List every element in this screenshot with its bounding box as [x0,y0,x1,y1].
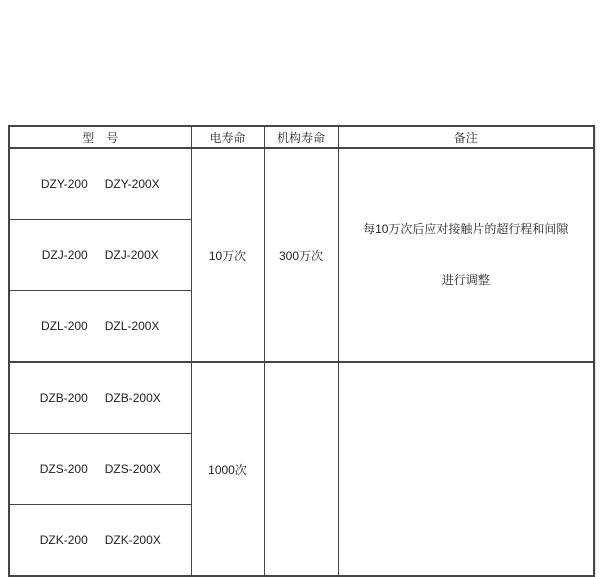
remark-line: 进行调整 [441,273,490,287]
spec-table [8,125,595,577]
spec-table-container [8,125,595,577]
model-number: DZK-200 [39,533,88,547]
model-number: DZL-200 [41,319,88,333]
model-cell [9,220,191,291]
remark-cell [338,362,594,576]
remark-cell [338,148,594,362]
model-number: DZS-200 [39,462,88,476]
model-number: DZL-200X [104,319,160,333]
table-row [9,148,594,220]
model-number: DZJ-200X [104,248,159,262]
model-cell [9,434,191,505]
mechanical-life-cell [264,362,338,576]
model-cell [9,148,191,220]
column-header-electrical-life: 电寿命 [191,126,264,148]
column-header-model: 型 号 [9,126,191,148]
model-number: DZS-200X [104,462,161,476]
model-number: DZY-200 [40,177,88,191]
model-number: DZJ-200 [41,248,88,262]
model-cell [9,505,191,577]
column-header-mechanical-life: 机构寿命 [264,126,338,148]
remark-line: 每10万次后应对接触片的超行程和间隙 [363,222,569,236]
electrical-life-cell: 10万次 [191,148,264,362]
model-cell [9,362,191,434]
model-cell [9,291,191,363]
model-number: DZY-200X [104,177,160,191]
mechanical-life-cell: 300万次 [264,148,338,362]
electrical-life-cell: 1000次 [191,362,264,576]
model-number: DZB-200 [39,391,88,405]
table-header-row [9,126,594,148]
model-number: DZK-200X [104,533,161,547]
model-number: DZB-200X [104,391,161,405]
column-header-remarks: 备注 [338,126,594,148]
table-row [9,362,594,434]
